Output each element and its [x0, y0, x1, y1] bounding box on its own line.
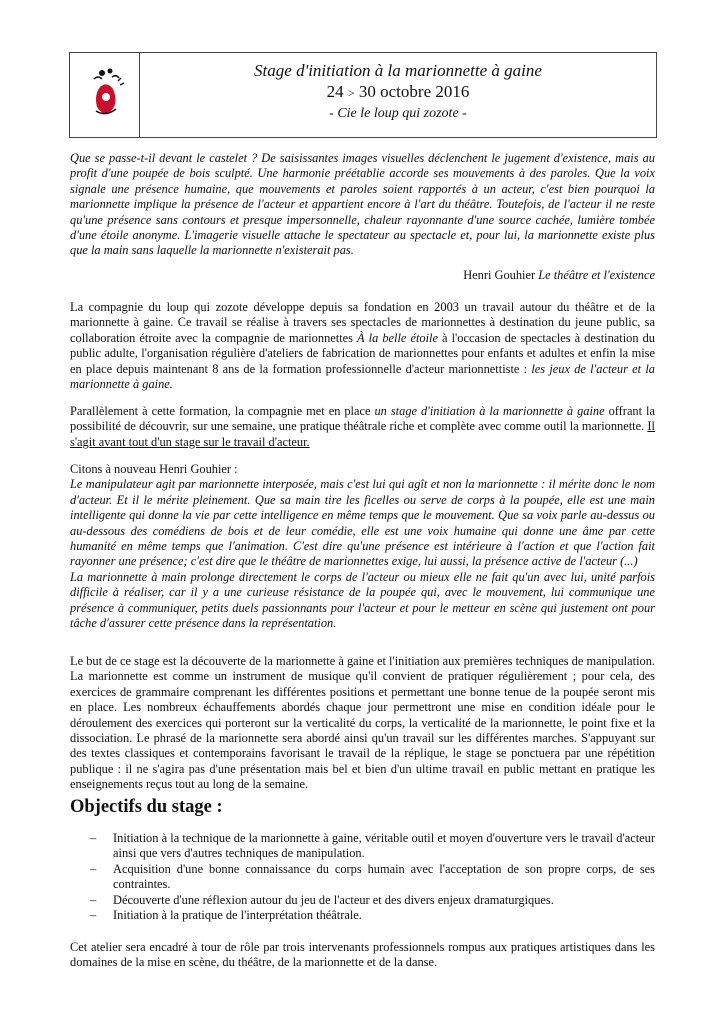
list-item	[70, 893, 655, 908]
para1-a: La compagnie du loup qui zozote développe depuis sa fondation en 2003 un travail autour du théâtre et de la marionnette à gaine. Ce travail se réalise à travers ses spectacles de marionnettes à destination du jeune public, sa collaboration étroite avec la compagnie de marionnettes	[70, 300, 655, 345]
para2-c: offrant la possibilité de découvrir, sur une semaine, une pratique théâtrale riche et complète avec comme outil la marionnette.	[70, 404, 655, 434]
bullet-dash: –	[90, 892, 97, 907]
date-separator: >	[347, 86, 355, 100]
header-title: Stage d'initiation à la marionnette à gaine	[254, 61, 542, 80]
date-start: 24	[326, 82, 344, 101]
para2-a: Parallèlement à cette formation, la compagnie met en place	[70, 404, 375, 418]
header-company: - Cie le loup qui zozote -	[329, 106, 467, 121]
quote2-intro: Citons à nouveau Henri Gouhier :	[70, 462, 238, 476]
para3-text: Le but de ce stage est la découverte de la marionnette à gaine et l'initiation aux premières techniques de manipulation. La marionnette est comme un instrument de musique qu'il convient de pratiquer régulièrement ; pour cela, des exercices de grammaire comprenant les différentes positions et permettant une bonne tenue de la poupée seront mis en place. Les nombreux échauffements abordés chaque jour permettront une mise en condition idéale pour le déroulement des exercices qui porteront sur la verticalité du corps, la verticalité de la marionnette, le point fixe et la dissociation. Le phrasé de la marionnette sera abordé ainsi qu'un travail sur les différentes marches. S'appuyant sur des textes classiques et contemporains favorisant le travail de la réplique, le stage se ponctuera par une répétition publique : il ne s'agira pas d'une présentation mais bel et bien d'un ultime travail en public mettant en pratique les enseignements reçus tout au long de la semaine.	[70, 654, 655, 792]
date-end: 30 octobre 2016	[358, 82, 470, 101]
bullet-dash: –	[90, 831, 97, 845]
para1-c: à l'occasion de spectacles à destination du public adulte, l'organisation régulière d'ateliers de fabrication de marionnettes pour enfants et adultes et enfin la mise en place depuis maintenant 8 ans de la formation professionnelle d'acteur marionnettiste :	[70, 330, 655, 376]
list-item	[70, 831, 655, 862]
quote1-attribution	[70, 268, 655, 283]
objective-text: Initiation à la technique de la marionnette à gaine, véritable outil et moyen d'ouverture vers le travail d'acteur ainsi que vers d'autres techniques de manipulation.	[113, 831, 655, 861]
quote2-p1: Le manipulateur agit par marionnette interposée, mais c'est lui qui agît et non la marionnette : il mérite donc le nom d'acteur. Et il le mérite pleinement. Que sa main tire les ficelles ou serve de corps à la poupée, elle est une main intelligente qui donne la vie par cette intelligence en même temps que le mouvement. Que sa voix parle au-dessus ou au-dessous des comédiens de bois et de leur comédie, elle est une voix humaine qui donne une âme par cette humanité en même temps que l'animation. C'est dire qu'une présence est intérieure à l'action et que l'action fait rayonner une présence; c'est dire que le théâtre de marionnettes exige, lui aussi, la présence active de l'acteur (...)	[70, 477, 655, 569]
para1	[70, 300, 655, 392]
quote1	[70, 151, 655, 259]
closing	[70, 940, 655, 971]
list-item	[70, 862, 655, 893]
quote1-author: Henri Gouhier	[463, 268, 536, 282]
objective-text: Découverte d'une réflexion autour du jeu de l'acteur et des divers enjeux dramaturgiques.	[113, 892, 554, 907]
bullet-dash: –	[90, 908, 97, 923]
bullet-dash: –	[90, 861, 97, 876]
para1-b: À la belle étoile	[357, 330, 438, 345]
header-text	[140, 61, 656, 124]
para2-b: un stage d'initiation à la marionnette à gaine	[374, 404, 605, 418]
para3	[70, 654, 655, 793]
header-box	[69, 52, 657, 138]
list-item	[70, 908, 655, 923]
puppet-logo-icon	[88, 67, 128, 123]
objective-text: Initiation à la pratique de l'interprétation théâtrale.	[113, 908, 362, 923]
objectives-heading: Objectifs du stage :	[70, 797, 223, 817]
para2	[70, 404, 655, 450]
header-dates	[140, 81, 656, 104]
objectives-list	[70, 831, 655, 923]
quote1-work: Le théâtre et l'existence	[538, 268, 655, 282]
para1-d: les jeux de l'acteur et la marionnette à gaine.	[70, 361, 655, 392]
objective-text: Acquisition d'une bonne connaissance du corps humain avec l'acceptation de son propre corps, de ses contraintes.	[113, 861, 655, 892]
quote2-p2: La marionnette à main prolonge directement le corps de l'acteur ou mieux elle ne fait qu'un avec lui, unité parfois difficile à réaliser, car il y a une curieuse résistance de la poupée qui, avec le mouvement, lui communique une présence à communiquer, petits duels passionnants pour l'acteur et pour le metteur en scène qui justement ont pour tâche d'assurer cette présence dans la représentation.	[70, 569, 655, 631]
para2-d: Il s'agit avant tout d'un stage sur le travail d'acteur.	[70, 419, 655, 449]
quote1-text: Que se passe-t-il devant le castelet ? De saisissantes images visuelles déclenchent le jugement d'existence, mais au profit d'une poupée de bois sculpté. Une harmonie préétablie accorde ses mouvements à des paroles. Que la voix signale une présence humaine, que mouvements et paroles soient rapportés à un acteur, c'est bien pourquoi la marionnette implique la présence de l'acteur et appartient encore à l'art du théâtre. Toutefois, de l'acteur il ne reste qu'une présence sans contours et presque impersonnelle, chaleur rayonnante d'une source cachée, lumière tombée d'une étoile anonyme. L'imagerie visuelle attache le spectateur au spectacle et, pour lui, la marionnette existe plus que la main sans laquelle la marionnette n'existerait pas.	[70, 151, 655, 258]
quote2	[70, 462, 655, 631]
closing-text: Cet atelier sera encadré à tour de rôle par trois intervenants professionnels rompus aux pratiques artistiques dans les domaines de la mise en scène, du théâtre, de la marionnette et de la danse.	[70, 940, 655, 970]
